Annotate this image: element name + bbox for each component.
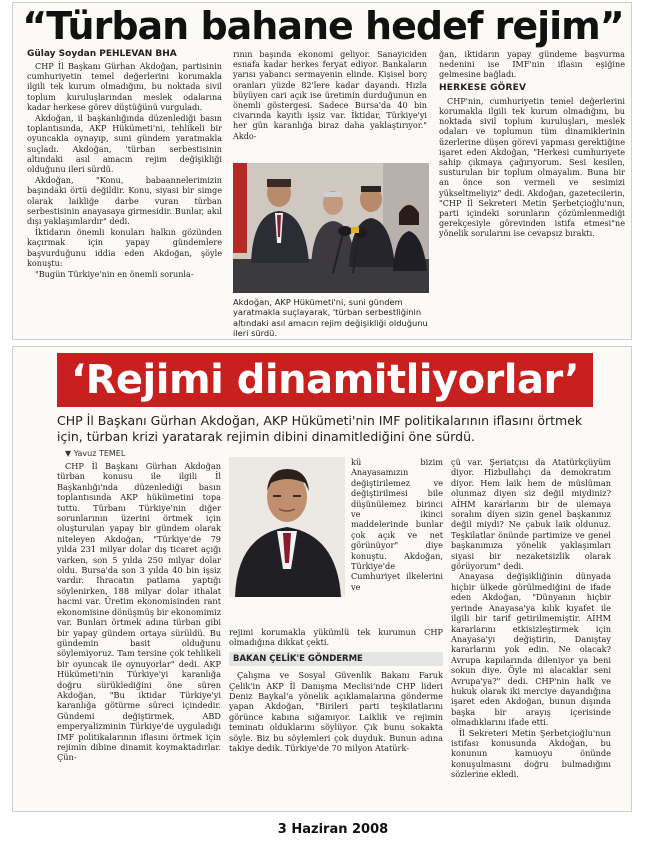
paragraph: CHP İl Başkanı Gürhan Akdoğan, partisinin cumhuriyetin temel değerlerini korumakla ilgili tek kurum olmadığını, bu noktada sivil toplum kuruluşlarından meslek odalarına kadar herkese görev düştüğünü vurguladı. xyxy=(27,61,222,112)
article-2-column-1 xyxy=(57,461,221,763)
paragraph: çü var. Şeriatçısı da Atatürkçüyüm diyor. Hizbullahçı da demokratım diyor. Hem laik hem de müslüman olunmaz diyen siz değil miydiniz? AİHM kararlarını bir de ulemaya soralım diyen sizin genel başkanınız değil miydi? Ne çabuk laik oldunuz. Teşkilatlar önünde partimize ve genel başkanımıza yönelik yaklaşımları siyasi bir nezaketsizlik olarak görüyorum" dedi. xyxy=(451,457,611,572)
publication-date: 3 Haziran 2008 xyxy=(277,822,389,837)
article-2-lead: CHP İl Başkanı Gürhan Akdoğan, AKP Hükümeti'nin IMF politikalarının iflasını örtmek için, türban krizi yaratarak rejimin dibini dinamitlediğini öne sürdü. xyxy=(57,413,583,444)
paragraph: Anayasa değişikliğinin dünyada hiçbir ülkede görülmediğini de ifade eden Akdoğan, "Dünyanın hiçbir yerinde Anayasa'ya kılık kıyafet ile ilgili bir tarif getirilmemiştir. AİHM kararlarını etkisizleştirmek için Anayasa'yı değiştirin, Danıştay kararlarını yok edin. Ne olacak? Avrupa kapılarında dileniyor ya beni sokun diye. Öyle mi alacaklar seni Avrupa'ya?" dedi. CHP'nin halk ve hukuk olarak iki merciye dayandığına işaret eden Akdoğan, bunun dışında başka bir arayış içerisinde olmadıklarını ifade etti. xyxy=(451,571,611,728)
byline-triangle-icon: ▼ xyxy=(65,449,72,458)
press-conference-illustration xyxy=(233,163,429,293)
press-conference-photo xyxy=(233,163,429,293)
portrait-illustration xyxy=(229,457,345,597)
article-1-byline: Gülay Soydan PEHLEVAN BHA xyxy=(27,49,177,59)
paragraph: CHP'nin, cumhuriyetin temel değerlerini korumakla ilgili tek kurum olmadığını, bu noktada sivil toplum kuruluşları, meslek odaları ve toplumun tüm dinamiklerinin üzerlerine düşen görevi yapması gerektiğine işaret eden Akdoğan, "Herkesi cumhuriyete sahip çıkmaya çağırıyorum. Sesi kesilen, susturulan bir toplum olmayalım. Buna bir an önce son vermeli ve sesimizi yükseltmeliyiz" dedi. Akdoğan, gazetecilerin, "CHP İl Sekreteri Metin Şerbetçioğlu'nun, parti içindeki sorunların çözümlenmediği gerekçesiyle görevinden istifa etmesi"ne yönelik sorularını ise cevapsız bıraktı. xyxy=(439,95,625,239)
article-2-column-3 xyxy=(451,457,611,780)
article-2-column-2b xyxy=(229,627,443,753)
paragraph: CHP İl Başkanı Gürhan Akdoğan türban konusu ile ilgili İl Başkanlığı'nda düzenlediği basın toplantısında AKP hükümetini topa tuttu. Türbanı Türkiye'nin diğer sorunlarının üzerini örtmek için oluşturulan yapay bir gündem olarak niteleyen Akdoğan, "Türkiye'de 79 yılda 231 milyar dolar dış ticaret açığı varken, son 5 yılda 250 milyar dolar oldu. Bursa'da son 3 yılda 40 bin işsiz vardır. İhracatın patlama yaptığı söylenirken, 188 milyar dolar ithalat hacmi var. Üretim ekonomisinden rant ekonomisine dönüşmüş bir ekonomimiz var. Bunları örtmek adına türban gibi bir yapay gündem ortaya sürüldü. Bu gündemin basit olduğunu söylemiyoruz. Tam tersine çok tehlikeli bir oyuncak ile oynuyorlar" dedi. AKP Hükümeti'nin Türkiye'yi karanlığa doğru sürüklediğini öne süren Akdoğan, "Bu iktidar Türkiye'yi karanlığa götürme süreci içindedir. Gündemi değiştirmek, ABD emperyalizminin Türkiye'de uyguladığı IMF politikalarının iflasını örtmek için rejimin dibine dinamit koymaktadırlar. Çün- xyxy=(57,461,222,763)
article-1-column-2 xyxy=(233,49,427,141)
paragraph: Akdoğan, il başkanlığında düzenlediği basın toplantısında, AKP Hükümeti'ni, tehlikeli bir oyuncakla oynayıp, suni gündem yaratmakla suçladı. Akdoğan, 'türban serbestisinin altındaki asıl amacın rejim değişikliği olduğunu ileri sürdü. xyxy=(27,113,222,175)
paragraph: rının başında ekonomi geliyor. Sanayiciden esnafa kadar herkes feryat ediyor. Bankaların yarısı yabancı sermayenin elinde. Kişisel borç oranları yüzde 82'lere kadar dayandı. Hızla büyüyen cari açık ise üretimin durduğunun en önemli göstergesi. Sadece Bursa'da 40 bin civarında kayıtlı işsiz var. İktidar, Türkiye'yi her gün karanlığa biraz daha yaklaştırıyor." Akdo- xyxy=(233,49,427,141)
article-1-column-1 xyxy=(27,61,222,279)
article-2-column-2 xyxy=(351,457,443,592)
article-1-subhead: HERKESE GÖREV xyxy=(439,82,527,93)
paragraph: Akdoğan, "Konu, babaannelerimizin başındaki örtü değildir. Konu, siyasi bir simge olarak laikliğe darbe vuran türban serbestisinin anayasaya girmesidir. Bunlar, akıl dışı yaklaşımlardır" dedi. xyxy=(27,175,222,227)
article-1-photo-caption: Akdoğan, AKP Hükümeti'ni, suni gündem yaratmakla suçlayarak, 'türban serbestliğinin altındaki asıl amacın rejim değişikliği olduğunu ileri sürdü. xyxy=(233,297,428,339)
paragraph: Çalışma ve Sosyal Güvenlik Bakanı Faruk Çelik'in AKP İl Danışma Meclisi'nde CHP lideri Deniz Baykal'a yönelik açıklamalarına gönderme yapan Akdoğan, "Birileri parti teşkilatlarını görünce kabına sığamıyor. Laiklik ve rejimin teminatı olduklarını söylüyor. Çık bunu sokakta söyle. Biz bu söylemleri çok duyduk. Bunun adına takiye dedik. Türkiye'de 70 milyon Atatürk- xyxy=(229,670,443,754)
paragraph: İktidarın önemli konuları halkın gözünden kaçırmak için yapay gündemlere başvurduğunu iddia eden Akdoğan, şöyle konuştu: xyxy=(27,227,222,268)
article-2-headline: ‘Rejimi dinamitliyorlar’ xyxy=(70,357,580,403)
article-2-byline xyxy=(65,449,125,458)
article-1-column-3 xyxy=(439,49,625,239)
paragraph: "Bugün Türkiye'nin en önemli sorunla- xyxy=(35,269,194,280)
article-2-column-2-wrap xyxy=(229,457,449,754)
byline-name: Yavuz TEMEL xyxy=(73,449,126,458)
paragraph: rejimi korumakla yükümlü tek kurumun CHP olmadığına dikkat çekti. xyxy=(229,627,443,648)
paragraph: ğan, iktidarın yapay gündeme başvurma nedenini ise IMF'nin iflasın eşiğine gelmesine bağladı. xyxy=(439,49,625,80)
article-2-subhead: BAKAN ÇELİK'E GÖNDERME xyxy=(229,652,443,666)
paragraph: kü bizim Anayasamızın değiştirilemez ve değiştirilmesi bile düşünülemez birinci ve ikinci maddelerinde bunlar çok açık ve net görünüyor" diye konuştu. Akdoğan, Türkiye'de Cumhuriyet ilkelerini ve xyxy=(351,457,443,592)
article-clip-2 xyxy=(12,346,632,812)
article-1-headline: “Türban bahane hedef rejim” xyxy=(22,4,624,48)
akdogan-portrait-photo xyxy=(229,457,345,597)
article-clip-1 xyxy=(12,2,632,340)
paragraph: İl Sekreteri Metin Şerbetçioğlu'nun istifası konusunda Akdoğan, bu konunun kamuoyu önünde konuşulmasını doğru bulmadığını sözlerine ekledi. xyxy=(451,727,611,780)
